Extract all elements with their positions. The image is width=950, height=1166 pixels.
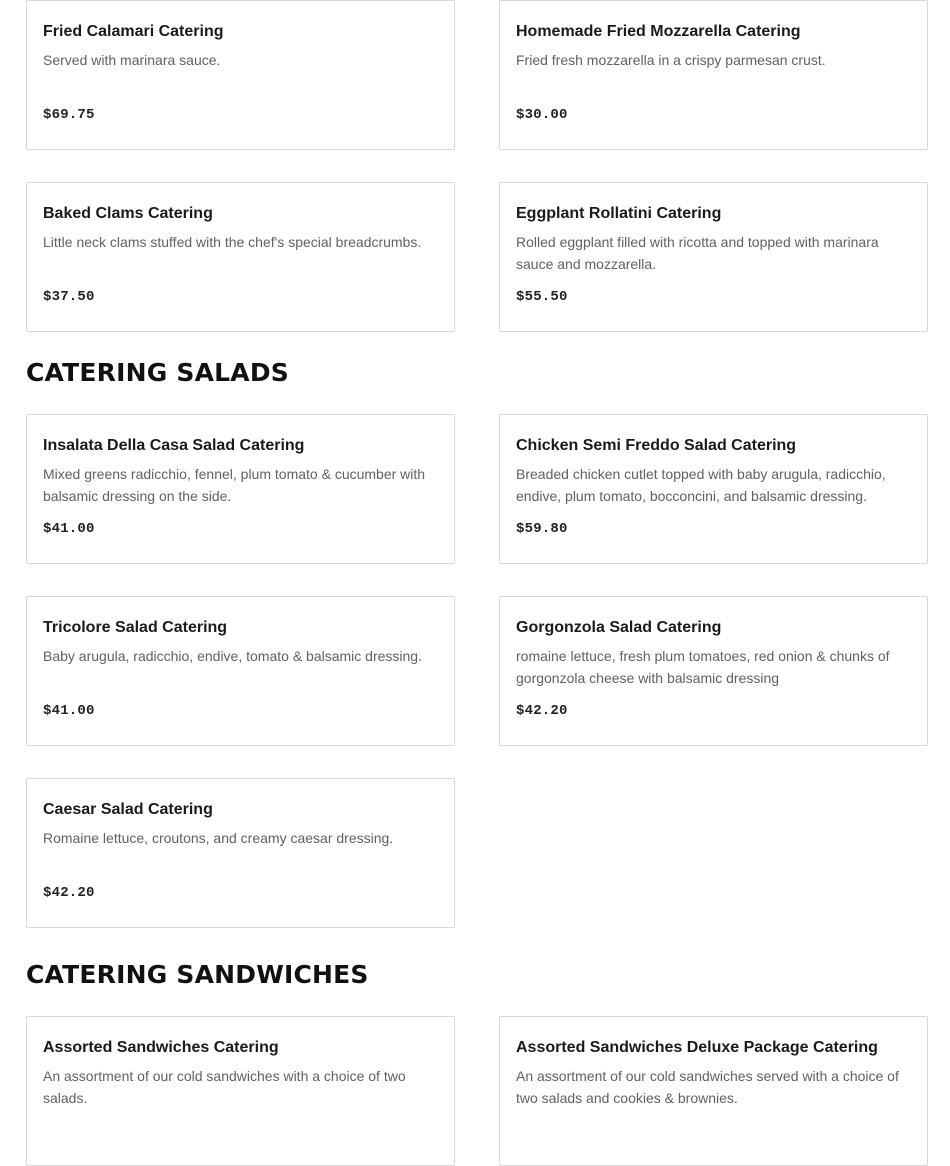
menu-item-description: Breaded chicken cutlet topped with baby arugula, radicchio, endive, plum tomato, bocconcini, and balsamic dressing. [516, 466, 886, 504]
menu-item-name: Fried Calamari Catering [43, 23, 224, 40]
menu-item-card[interactable] [499, 596, 928, 746]
section-catering-salads [0, 358, 950, 928]
menu-item-card[interactable] [26, 1016, 455, 1166]
menu-item-card[interactable] [26, 182, 455, 332]
menu-item-description: Rolled eggplant filled with ricotta and topped with marinara sauce and mozzarella. [516, 234, 879, 272]
menu-item-price: $55.50 [516, 289, 568, 305]
menu-item-name: Insalata Della Casa Salad Catering [43, 437, 305, 454]
menu-item-description: Mixed greens radicchio, fennel, plum tomato & cucumber with balsamic dressing on the side. [43, 466, 426, 504]
section-catering-appetizers [0, 0, 950, 332]
menu-item-name: Assorted Sandwiches Deluxe Package Catering [516, 1039, 878, 1056]
menu-item-name: Homemade Fried Mozzarella Catering [516, 23, 801, 40]
menu-item-price: $42.20 [516, 703, 568, 719]
menu-item-description: romaine lettuce, fresh plum tomatoes, red onion & chunks of gorgonzola cheese with balsamic dressing [516, 648, 890, 686]
menu-item-price: $30.00 [516, 107, 568, 123]
menu-item-description: Served with marinara sauce. [43, 52, 221, 68]
menu-item-price: $69.75 [43, 107, 95, 123]
menu-item-price: $41.00 [43, 521, 95, 537]
section-title: CATERING SALADS [26, 358, 289, 387]
menu-item-name: Gorgonzola Salad Catering [516, 619, 722, 636]
menu-item-card[interactable] [26, 596, 455, 746]
menu-item-description: An assortment of our cold sandwiches served with a choice of two salads and cookies & brownies. [516, 1068, 899, 1106]
menu-grid [26, 1016, 928, 1166]
menu-item-description: Baby arugula, radicchio, endive, tomato & balsamic dressing. [43, 648, 422, 664]
menu-grid [26, 414, 928, 928]
menu-item-price: $37.50 [43, 289, 95, 305]
menu-item-price: $59.80 [516, 521, 568, 537]
menu-item-name: Eggplant Rollatini Catering [516, 205, 722, 222]
menu-item-price: $42.20 [43, 885, 95, 901]
menu-item-description: Fried fresh mozzarella in a crispy parmesan crust. [516, 52, 826, 68]
menu-item-description: An assortment of our cold sandwiches with a choice of two salads. [43, 1068, 406, 1106]
menu-item-description: Little neck clams stuffed with the chef's special breadcrumbs. [43, 234, 422, 250]
menu-item-name: Assorted Sandwiches Catering [43, 1039, 279, 1056]
menu-item-card[interactable] [499, 1016, 928, 1166]
section-catering-sandwiches [0, 960, 950, 1166]
section-title: CATERING SANDWICHES [26, 960, 369, 989]
menu-grid [26, 0, 928, 332]
menu-item-name: Chicken Semi Freddo Salad Catering [516, 437, 797, 454]
menu-item-card[interactable] [26, 0, 455, 150]
menu-item-name: Baked Clams Catering [43, 205, 213, 222]
menu-item-card[interactable] [499, 414, 928, 564]
menu-item-card[interactable] [26, 414, 455, 564]
menu-item-card[interactable] [26, 778, 455, 928]
menu-item-price: $41.00 [43, 703, 95, 719]
menu-item-card[interactable] [499, 182, 928, 332]
menu-item-card[interactable] [499, 0, 928, 150]
menu-item-name: Tricolore Salad Catering [43, 619, 228, 636]
menu-item-name: Caesar Salad Catering [43, 801, 213, 818]
menu-item-description: Romaine lettuce, croutons, and creamy caesar dressing. [43, 830, 394, 846]
